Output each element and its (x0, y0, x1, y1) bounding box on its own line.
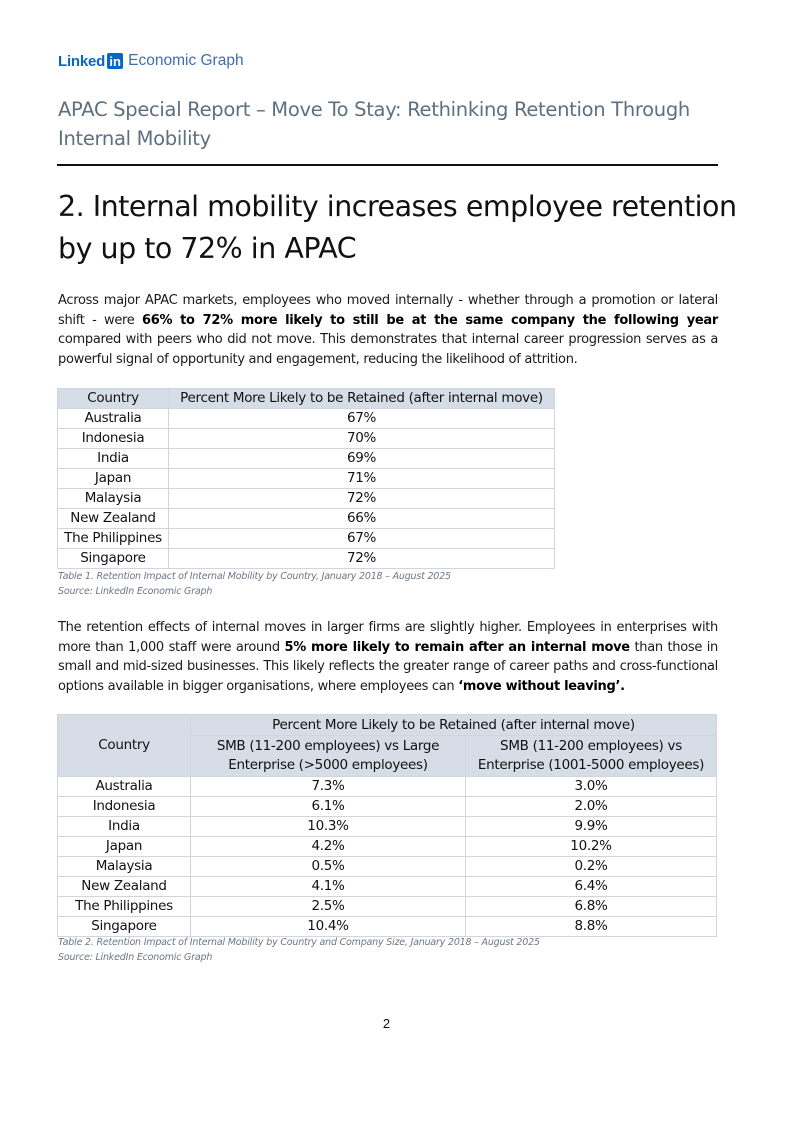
enterprise-cell: 8.8% (466, 917, 717, 937)
table-row (58, 429, 555, 449)
table2-source: Source: LinkedIn Economic Graph (58, 952, 213, 963)
company-size-paragraph (58, 618, 718, 696)
table-row (58, 409, 555, 429)
para2-emphasis-2: ‘move without leaving’. (458, 678, 625, 694)
country-cell: The Philippines (58, 529, 169, 549)
large-enterprise-cell: 4.1% (191, 877, 466, 897)
page-number: 2 (382, 1016, 391, 1031)
country-cell: Indonesia (58, 797, 191, 817)
country-cell: India (58, 449, 169, 469)
para1-text-1: Across major APAC markets, employees who moved internally - whether through a promotion or lateral shift - were (58, 293, 718, 328)
percent-cell: 67% (169, 529, 555, 549)
table2-caption-block (58, 935, 540, 965)
table-row (58, 797, 717, 817)
column-header-country: Country (58, 736, 191, 777)
table-row (58, 529, 555, 549)
country-cell: Indonesia (58, 429, 169, 449)
table-row (58, 877, 717, 897)
table-row (58, 469, 555, 489)
country-cell: Australia (58, 777, 191, 797)
column-header-percent: Percent More Likely to be Retained (after internal move) (169, 389, 555, 409)
country-cell: Australia (58, 409, 169, 429)
enterprise-cell: 0.2% (466, 857, 717, 877)
table-row (58, 777, 717, 797)
country-cell: Japan (58, 469, 169, 489)
table-row (58, 489, 555, 509)
table-row (58, 837, 717, 857)
table1-caption-block (58, 569, 451, 599)
table-row (58, 449, 555, 469)
percent-cell: 72% (169, 549, 555, 569)
table2-caption: Table 2. Retention Impact of Internal Mobility by Country and Company Size, January 2018 – August 2025 (58, 937, 540, 948)
country-cell: Singapore (58, 917, 191, 937)
large-enterprise-cell: 10.4% (191, 917, 466, 937)
table-row (58, 917, 717, 937)
header-empty-cell (58, 715, 191, 736)
percent-cell: 69% (169, 449, 555, 469)
para1-text-2: compared with peers who did not move. This demonstrates that internal career progression serves as a powerful signal of opportunity and engagement, reducing the likelihood of attrition. (58, 332, 718, 367)
enterprise-cell: 9.9% (466, 817, 717, 837)
country-cell: Malaysia (58, 857, 191, 877)
country-cell: The Philippines (58, 897, 191, 917)
country-cell: New Zealand (58, 509, 169, 529)
column-header-large-enterprise: SMB (11-200 employees) vs Large Enterprise (>5000 employees) (191, 736, 466, 777)
percent-cell: 71% (169, 469, 555, 489)
percent-cell: 66% (169, 509, 555, 529)
para2-emphasis-1: 5% more likely to remain after an internal move (284, 639, 630, 655)
large-enterprise-cell: 10.3% (191, 817, 466, 837)
percent-cell: 67% (169, 409, 555, 429)
para2-text-1: The retention effects of internal moves in larger firms are slightly higher. Employees in enterprises with more than 1,000 staff were around (58, 620, 718, 655)
column-header-enterprise: SMB (11-200 employees) vs Enterprise (1001-5000 employees) (466, 736, 717, 777)
large-enterprise-cell: 2.5% (191, 897, 466, 917)
linkedin-in-icon: in (107, 53, 123, 69)
large-enterprise-cell: 6.1% (191, 797, 466, 817)
report-title: APAC Special Report – Move To Stay: Rethinking Retention Through Internal Mobility (58, 98, 690, 150)
group-header: Percent More Likely to be Retained (after internal move) (191, 715, 717, 736)
enterprise-cell: 10.2% (466, 837, 717, 857)
country-cell: New Zealand (58, 877, 191, 897)
para2-text-2: than those in small and mid-sized businesses. This likely reflects the greater range of career paths and cross-functional options available in bigger organisations, where employees can (58, 639, 719, 694)
section-heading: 2. Internal mobility increases employee retention by up to 72% in APAC (58, 190, 737, 265)
table-row (58, 509, 555, 529)
country-cell: Singapore (58, 549, 169, 569)
country-cell: Malaysia (58, 489, 169, 509)
intro-paragraph (58, 291, 718, 369)
retention-by-country-table (57, 388, 555, 569)
enterprise-cell: 3.0% (466, 777, 717, 797)
percent-cell: 70% (169, 429, 555, 449)
country-cell: Japan (58, 837, 191, 857)
country-cell: India (58, 817, 191, 837)
table1-source: Source: LinkedIn Economic Graph (58, 586, 213, 597)
large-enterprise-cell: 7.3% (191, 777, 466, 797)
table-header-row (58, 736, 717, 777)
column-header-country: Country (58, 389, 169, 409)
table-row (58, 549, 555, 569)
table1-caption: Table 1. Retention Impact of Internal Mobility by Country, January 2018 – August 2025 (58, 571, 451, 582)
table-row (58, 857, 717, 877)
table-header-row (58, 389, 555, 409)
retention-by-company-size-table (57, 714, 717, 937)
table-group-header-row (58, 715, 717, 736)
percent-cell: 72% (169, 489, 555, 509)
table-row (58, 897, 717, 917)
large-enterprise-cell: 4.2% (191, 837, 466, 857)
large-enterprise-cell: 0.5% (191, 857, 466, 877)
linkedin-economic-graph-logo (58, 51, 244, 71)
para1-emphasis: 66% to 72% more likely to still be at the same company the following year (142, 312, 718, 328)
logo-wordmark: Linked (58, 52, 106, 70)
enterprise-cell: 6.4% (466, 877, 717, 897)
table-row (58, 817, 717, 837)
enterprise-cell: 2.0% (466, 797, 717, 817)
enterprise-cell: 6.8% (466, 897, 717, 917)
header-divider (57, 164, 718, 166)
logo-suffix: Economic Graph (128, 52, 244, 69)
